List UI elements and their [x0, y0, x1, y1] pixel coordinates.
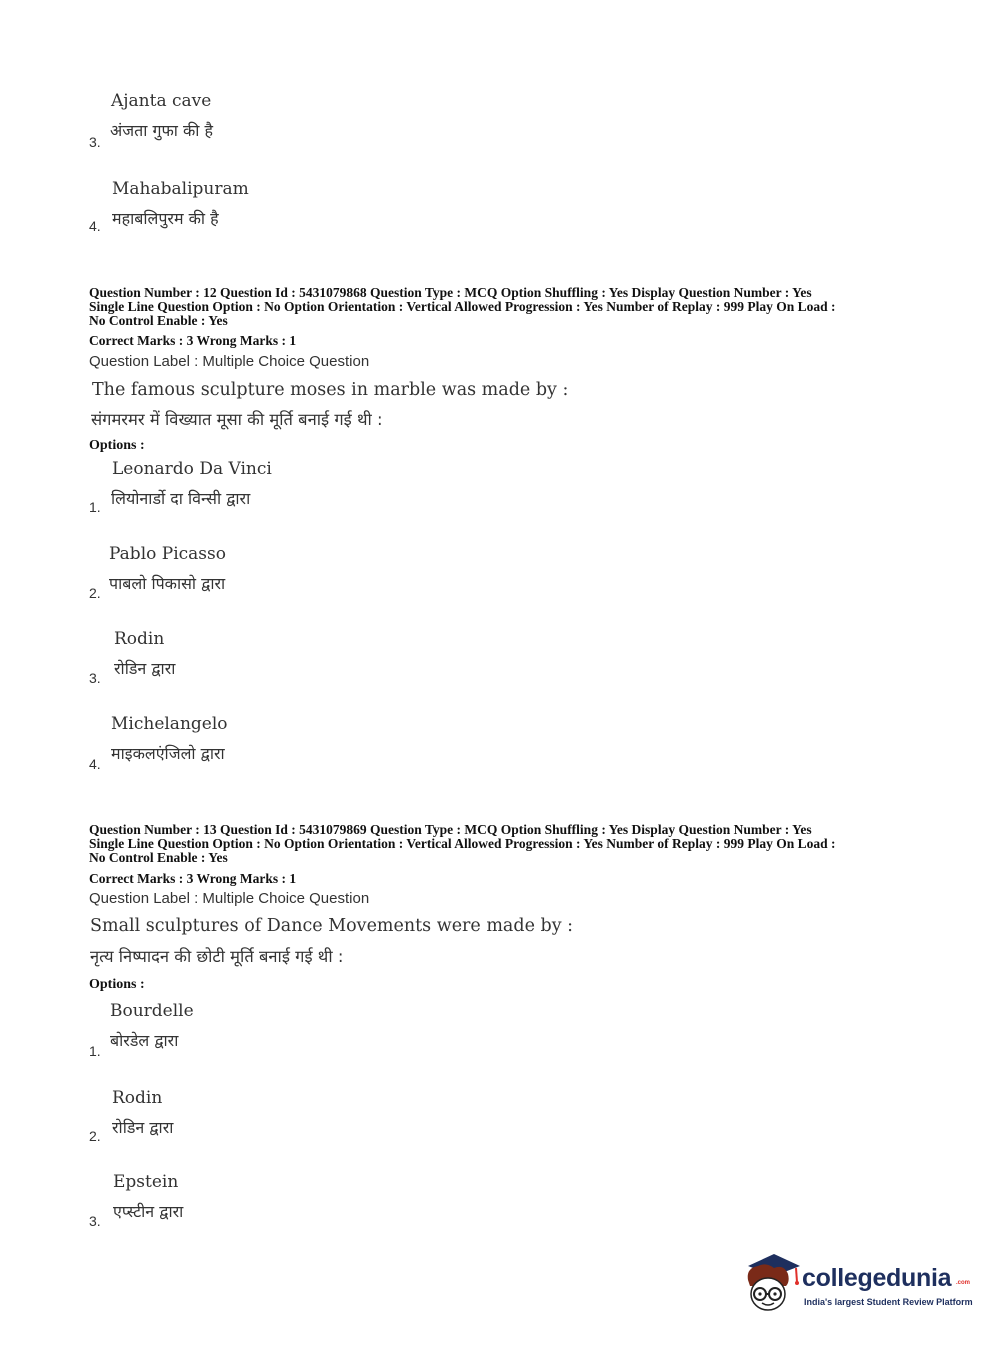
option-text-en: Ajanta cave	[111, 91, 212, 111]
question-label: Question Label : Multiple Choice Question	[89, 353, 370, 370]
option-number: 4.	[89, 218, 101, 234]
options-heading: Options :	[89, 977, 145, 992]
option-number: 1.	[89, 499, 101, 515]
option-text-hi: पाबलो पिकासो द्वारा	[109, 574, 226, 593]
question-text-en: The famous sculpture moses in marble was made by :	[92, 380, 569, 400]
option-number: 2.	[89, 1128, 101, 1144]
mascot-icon	[742, 1250, 802, 1316]
option-text-en: Rodin	[114, 629, 165, 649]
option-number: 3.	[89, 1213, 101, 1229]
question-marks: Correct Marks : 3 Wrong Marks : 1	[89, 871, 297, 886]
question-text-en: Small sculptures of Dance Movements were made by :	[90, 916, 574, 936]
option-text-en: Michelangelo	[111, 714, 228, 734]
question-meta-line-3: No Control Enable : Yes	[89, 313, 228, 328]
question-label: Question Label : Multiple Choice Question	[89, 890, 370, 907]
option-text-en: Mahabalipuram	[112, 179, 249, 199]
logo-tagline: India's largest Student Review Platform	[804, 1297, 973, 1307]
question-text-hi: संगमरमर में विख्यात मूसा की मूर्ति बनाई गई थी :	[91, 410, 383, 429]
question-marks: Correct Marks : 3 Wrong Marks : 1	[89, 333, 297, 348]
option-number: 3.	[89, 134, 101, 150]
question-meta-line-2: Single Line Question Option : No Option Orientation : Vertical Allowed Progression : Yes Number of Replay : 999 Play On Load :	[89, 836, 836, 851]
logo-com: .com	[956, 1280, 971, 1286]
option-text-en: Epstein	[113, 1172, 179, 1192]
option-number: 4.	[89, 756, 101, 772]
question-meta-line-3: No Control Enable : Yes	[89, 850, 228, 865]
option-text-en: Pablo Picasso	[109, 544, 226, 564]
question-meta-line-1: Question Number : 13 Question Id : 5431079869 Question Type : MCQ Option Shuffling : Yes Display Question Number : Yes	[89, 822, 812, 837]
option-number: 1.	[89, 1043, 101, 1059]
question-meta-line-1: Question Number : 12 Question Id : 5431079868 Question Type : MCQ Option Shuffling : Yes Display Question Number : Yes	[89, 285, 812, 300]
option-text-hi: एप्स्टीन द्वारा	[113, 1202, 184, 1221]
question-text-hi: नृत्य निष्पादन की छोटी मूर्ति बनाई गई थी :	[90, 947, 344, 966]
option-text-hi: लियोनार्डो दा विन्सी द्वारा	[111, 489, 251, 508]
logo-wordmark: collegedunia	[802, 1264, 952, 1292]
question-meta-line-2: Single Line Question Option : No Option Orientation : Vertical Allowed Progression : Yes Number of Replay : 999 Play On Load :	[89, 299, 836, 314]
option-text-en: Leonardo Da Vinci	[112, 459, 272, 479]
option-text-hi: महाबलिपुरम की है	[112, 209, 219, 228]
collegedunia-logo[interactable]	[742, 1250, 972, 1320]
option-text-hi: बोरडेल द्वारा	[110, 1031, 179, 1050]
options-heading: Options :	[89, 438, 145, 453]
option-text-hi: रोडिन द्वारा	[112, 1118, 174, 1137]
option-number: 3.	[89, 670, 101, 686]
option-text-hi: माइकलएंजिलो द्वारा	[111, 744, 225, 763]
option-number: 2.	[89, 585, 101, 601]
option-text-en: Rodin	[112, 1088, 163, 1108]
option-text-hi: अंजता गुफा की है	[110, 121, 214, 140]
option-text-en: Bourdelle	[110, 1001, 194, 1021]
option-text-hi: रोडिन द्वारा	[114, 659, 176, 678]
